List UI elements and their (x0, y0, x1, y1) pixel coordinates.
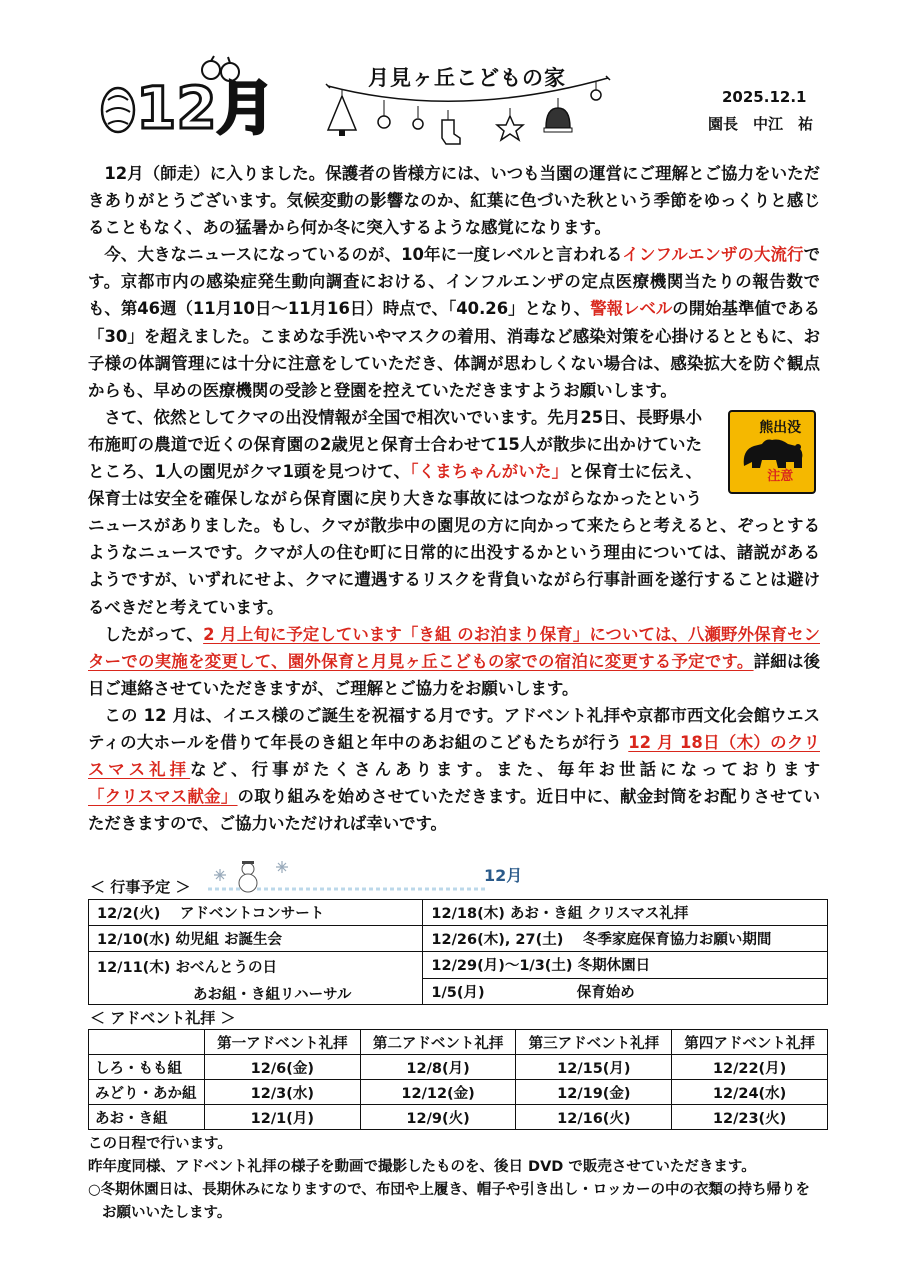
influenza-highlight: インフルエンザの大流行 (622, 245, 804, 265)
table-cell: 12/19(金) (516, 1080, 672, 1105)
ornament-icon (413, 106, 423, 129)
december-banner (208, 857, 538, 897)
banner-month: 12月 (484, 866, 523, 885)
table-cell: 12/1(月) (204, 1105, 360, 1130)
table-cell: 12/16(火) (516, 1105, 672, 1130)
event-schedule-table (88, 899, 828, 1005)
alert-level-highlight: 警報レベル (590, 299, 673, 319)
advent-heading: ＜ アドベント礼拝 ＞ (90, 1009, 236, 1027)
star-icon (497, 108, 523, 140)
month-logo-text: 12月 (136, 74, 275, 142)
stocking-icon (442, 110, 460, 144)
note-line: お願いいたします。 (102, 1205, 232, 1221)
bear-warning-sign (712, 410, 820, 496)
bell-icon (544, 98, 572, 132)
snowflake-icon (276, 861, 288, 873)
note-line: この日程で行います。 (88, 1136, 232, 1152)
table-cell: 12/15(月) (516, 1055, 672, 1080)
tree-icon (328, 90, 356, 136)
table-cell: 12/9(火) (360, 1105, 516, 1130)
paragraph-2 (88, 241, 820, 404)
schedule-cell: 12/26(木), 27(土) 冬季家庭保育協力お願い期間 (423, 926, 828, 952)
table-cell: 12/3(水) (204, 1080, 360, 1105)
christmas-offering-highlight: 「クリスマス献金」 (88, 787, 238, 807)
schedule-heading: ＜ 行事予定 ＞ (90, 878, 191, 896)
principal-name: 園長 中江 祐 (708, 115, 814, 133)
p2-text-c: の開始基準値である「30」を超えました。こまめな手洗いやマスクの着用、消毒など感染対策を心掛けるとともに、お子様の体調管理には十分に注意をしていただき、体調が思わしくない場合は、感染拡大を防ぐ観点からも、早めの医療機関の受診と登園を控えていただきますようお願いします。 (88, 299, 821, 400)
group-name: みどり・あか組 (89, 1080, 205, 1105)
schedule-cell-sub: あお組・き組リハーサル (193, 987, 352, 1003)
table-cell: 12/6(金) (204, 1055, 360, 1080)
group-name: あお・き組 (89, 1105, 205, 1130)
group-name: しろ・もも組 (89, 1055, 205, 1080)
christmas-garland (318, 58, 618, 158)
paragraph-4 (88, 621, 820, 702)
p2-text-b: です。京都市内の感染症発生動向調査における、インフルエンザの定点医療機関当たりの報告数でも、第46週（11月10日～11月16日）時点で、「40.26」となり、 (88, 245, 820, 319)
p5-text-b: など、行事がたくさんあります。また、毎年お世話になっております (190, 760, 821, 780)
paragraph-3 (88, 404, 820, 621)
letter-body (88, 160, 820, 837)
notes (88, 1133, 828, 1225)
table-cell: 12/24(水) (672, 1080, 828, 1105)
note-line: ○冬期休園日は、長期休みになりますので、布団や上履き、帽子や引き出し・ロッカーの中の衣類の持ち帰りを (88, 1182, 810, 1198)
snowflake-icon (214, 869, 226, 881)
schedule-cell: 12/18(木) あお・き組 クリスマス礼拝 (423, 900, 828, 926)
p3-text-b: と保育士に伝え、保育士は安全を確保しながら保育園に戻り大きな事故にはつながらなかったというニュースがありました。もし、クマが散歩中の園児の方に向かって来たらと考えると、ぞっとするようなニュースです。クマが人の住む町に日常的に出没するかという理由については、諸説があるようですが、いずれにせよ、クマに遭遇するリスクを背負いながら行事計画を遂行することは避けるべきだと考えています。 (88, 462, 820, 617)
ornament-icon (591, 82, 601, 100)
table-cell: 12/22(月) (672, 1055, 828, 1080)
p1-text: 12月（師走）に入りました。保護者の皆様方には、いつも当園の運営にご理解とご協力をいただきありがとうございます。気候変動の影響なのか、紅葉に色づいた秋という季節をゆっくりと感じることもなく、あの猛暑から何か冬に突入するような感覚になります。 (88, 164, 820, 238)
christmas-service-highlight: 12 月 18日（木）のクリスマス礼拝 (88, 732, 820, 780)
table-row (89, 926, 828, 952)
p4-text-b: 詳細は後日ご連絡させていただきますが、ご理解とご協力をお願いします。 (88, 651, 821, 698)
column-header (89, 1030, 205, 1055)
advent-schedule-table (88, 1029, 828, 1130)
paragraph-5 (88, 702, 820, 837)
note-line: 昨年度同様、アドベント礼拝の様子を動画で撮影したものを、後日 DVD で販売させていただきます。 (88, 1159, 756, 1175)
paragraph-1 (88, 160, 820, 241)
p5-text-a: この 12 月は、イエス様のご誕生を祝福する月です。アドベント礼拝や京都市西文化会館ウエスティの大ホールを借りて年長のき組と年中のあお組のこどもたちが行う (88, 705, 820, 752)
column-header: 第三アドベント礼拝 (516, 1030, 672, 1055)
column-header: 第四アドベント礼拝 (672, 1030, 828, 1055)
schedule-cell: 12/10(水) 幼児組 お誕生会 (89, 926, 423, 952)
p4-text-a: したがって、 (104, 624, 204, 644)
ornament-icon (378, 100, 390, 128)
table-header-row (89, 1030, 828, 1055)
schedule-cell-main: 12/11(木) おべんとうの日 (97, 960, 277, 976)
p5-text-c: の取り組みを始めさせていただきます。近日中に、献金封筒をお配りさせていただきますので、ご協力いただければ幸いです。 (88, 787, 821, 834)
schedule-cell: 12/2(火) アドベントコンサート (89, 900, 423, 926)
table-row (89, 1105, 828, 1130)
table-cell: 12/8(月) (360, 1055, 516, 1080)
table-cell: 12/12(金) (360, 1080, 516, 1105)
table-row (89, 952, 828, 979)
p3-text-a: さて、依然としてクマの出没情報が全国で相次いでいます。先月25日、長野県小布施町の農道で近くの保育園の2歳児と保育士合わせて15人が散歩に出かけていたところ、1人の園児がクマ1頭を見つけて、 (88, 407, 702, 482)
schedule-cell: 1/5(月) 保育始め (423, 978, 828, 1005)
column-header: 第一アドベント礼拝 (204, 1030, 360, 1055)
sleepover-change-notice: 2 月上旬に予定しています「き組 のお泊まり保育」については、八瀬野外保育センターでの実施を変更して、園外保育と月見ヶ丘こどもの家での宿泊に変更する予定です。 (88, 624, 820, 671)
table-row (89, 1080, 828, 1105)
bear-quote-highlight: 「くまちゃんがいた」 (410, 462, 569, 482)
column-header: 第二アドベント礼拝 (360, 1030, 516, 1055)
p2-text-a: 今、大きなニュースになっているのが、10年に一度レベルと言われる (104, 245, 623, 265)
schedule-cell: 12/29(月)～1/3(土) 冬期休園日 (423, 952, 828, 979)
schedule-cell (89, 952, 423, 1005)
bear-sign-bottom: 注意 (767, 468, 794, 484)
month-logo (96, 40, 275, 142)
school-title: 月見ヶ丘こどもの家 (368, 66, 566, 90)
table-cell: 12/23(火) (672, 1105, 828, 1130)
issue-date: 2025.12.1 (722, 88, 807, 106)
snowman-icon (239, 861, 257, 892)
table-row (89, 1055, 828, 1080)
table-row (89, 900, 828, 926)
bear-sign-top: 熊出没 (759, 419, 802, 436)
